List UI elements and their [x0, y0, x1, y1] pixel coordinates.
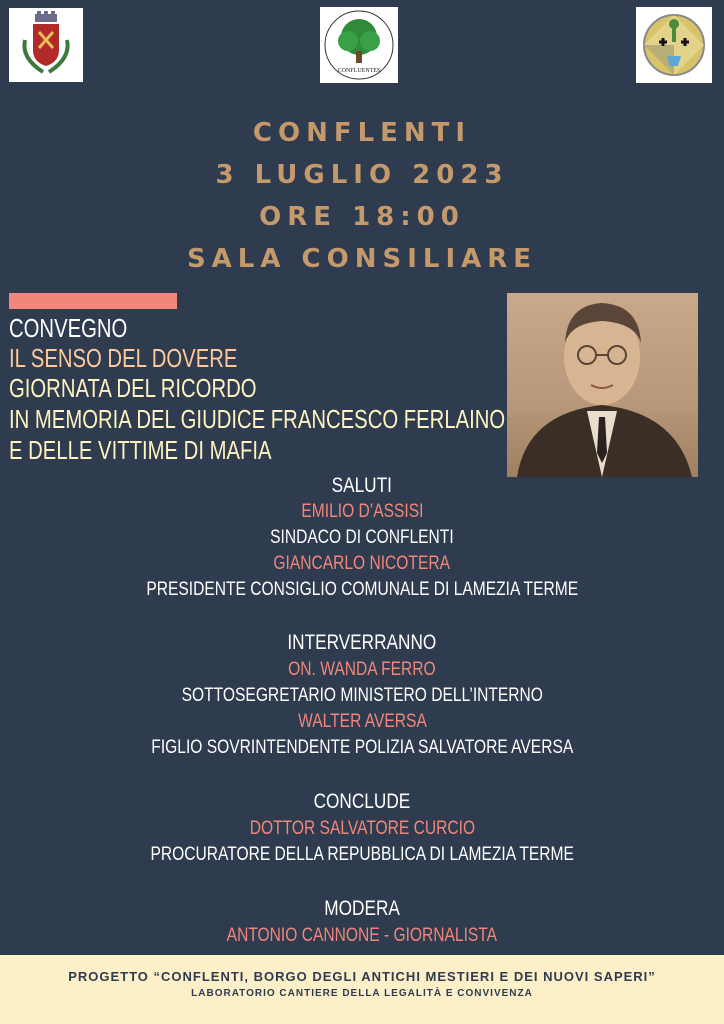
saluti-role-2: PRESIDENTE CONSIGLIO COMUNALE DI LAMEZIA TERME: [146, 579, 578, 600]
convegno-line2: IN MEMORIA DEL GIUDICE FRANCESCO FERLAINO: [9, 404, 506, 434]
interverranno-name-2: WALTER AVERSA: [297, 711, 427, 732]
convegno-label: CONVEGNO: [9, 313, 128, 343]
interverranno-heading: INTERVERRANNO: [287, 631, 437, 654]
header-venue: SALA CONSILIARE: [186, 244, 538, 274]
convegno-line1: GIORNATA DEL RICORDO: [9, 373, 257, 403]
municipal-crest-logo: [9, 8, 83, 82]
interverranno-role-2: FIGLIO SOVRINTENDENTE POLIZIA SALVATORE AVERSA: [151, 737, 573, 758]
confluentes-logo: [320, 7, 398, 83]
header-date: 3 LUGLIO 2023: [215, 160, 509, 190]
header-town: CONFLENTI: [252, 118, 472, 148]
judge-portrait: [507, 293, 698, 477]
convegno-title: IL SENSO DEL DOVERE: [9, 343, 238, 373]
conclude-heading: CONCLUDE: [313, 790, 411, 813]
conclude-role: PROCURATORE DELLA REPUBBLICA DI LAMEZIA TERME: [150, 844, 574, 865]
tree-logo-icon: [322, 9, 396, 81]
portrait-man-icon: [507, 293, 698, 477]
modera-heading: MODERA: [324, 897, 400, 920]
municipal-crest-icon: [13, 10, 79, 80]
saluti-heading: SALUTI: [331, 474, 393, 497]
interverranno-name-1: ON. WANDA FERRO: [288, 659, 436, 680]
saluti-name-1: EMILIO D’ASSISI: [300, 501, 424, 522]
calabria-region-logo: [636, 7, 712, 83]
convegno-line3: E DELLE VITTIME DI MAFIA: [9, 435, 272, 465]
modera-name: ANTONIO CANNONE - GIORNALISTA: [226, 925, 498, 946]
footer-project-title: PROGETTO “CONFLENTI, BORGO DEGLI ANTICHI MESTIERI E DEI NUOVI SAPERI”: [68, 969, 656, 984]
saluti-role-1: SINDACO DI CONFLENTI: [270, 527, 454, 548]
header-time: ORE 18:00: [259, 202, 465, 232]
footer-project-subtitle: LABORATORIO CANTIERE DELLA LEGALITÀ E CONVIVENZA: [191, 988, 533, 999]
interverranno-role-1: SOTTOSEGRETARIO MINISTERO DELL’INTERNO: [181, 685, 543, 706]
accent-bar: [9, 293, 177, 309]
conclude-name: DOTTOR SALVATORE CURCIO: [249, 818, 475, 839]
saluti-name-2: GIANCARLO NICOTERA: [273, 553, 451, 574]
project-footer: [0, 955, 724, 1024]
confluentes-text: CONFLUENTES: [337, 68, 381, 74]
calabria-region-emblem-icon: [641, 12, 707, 78]
